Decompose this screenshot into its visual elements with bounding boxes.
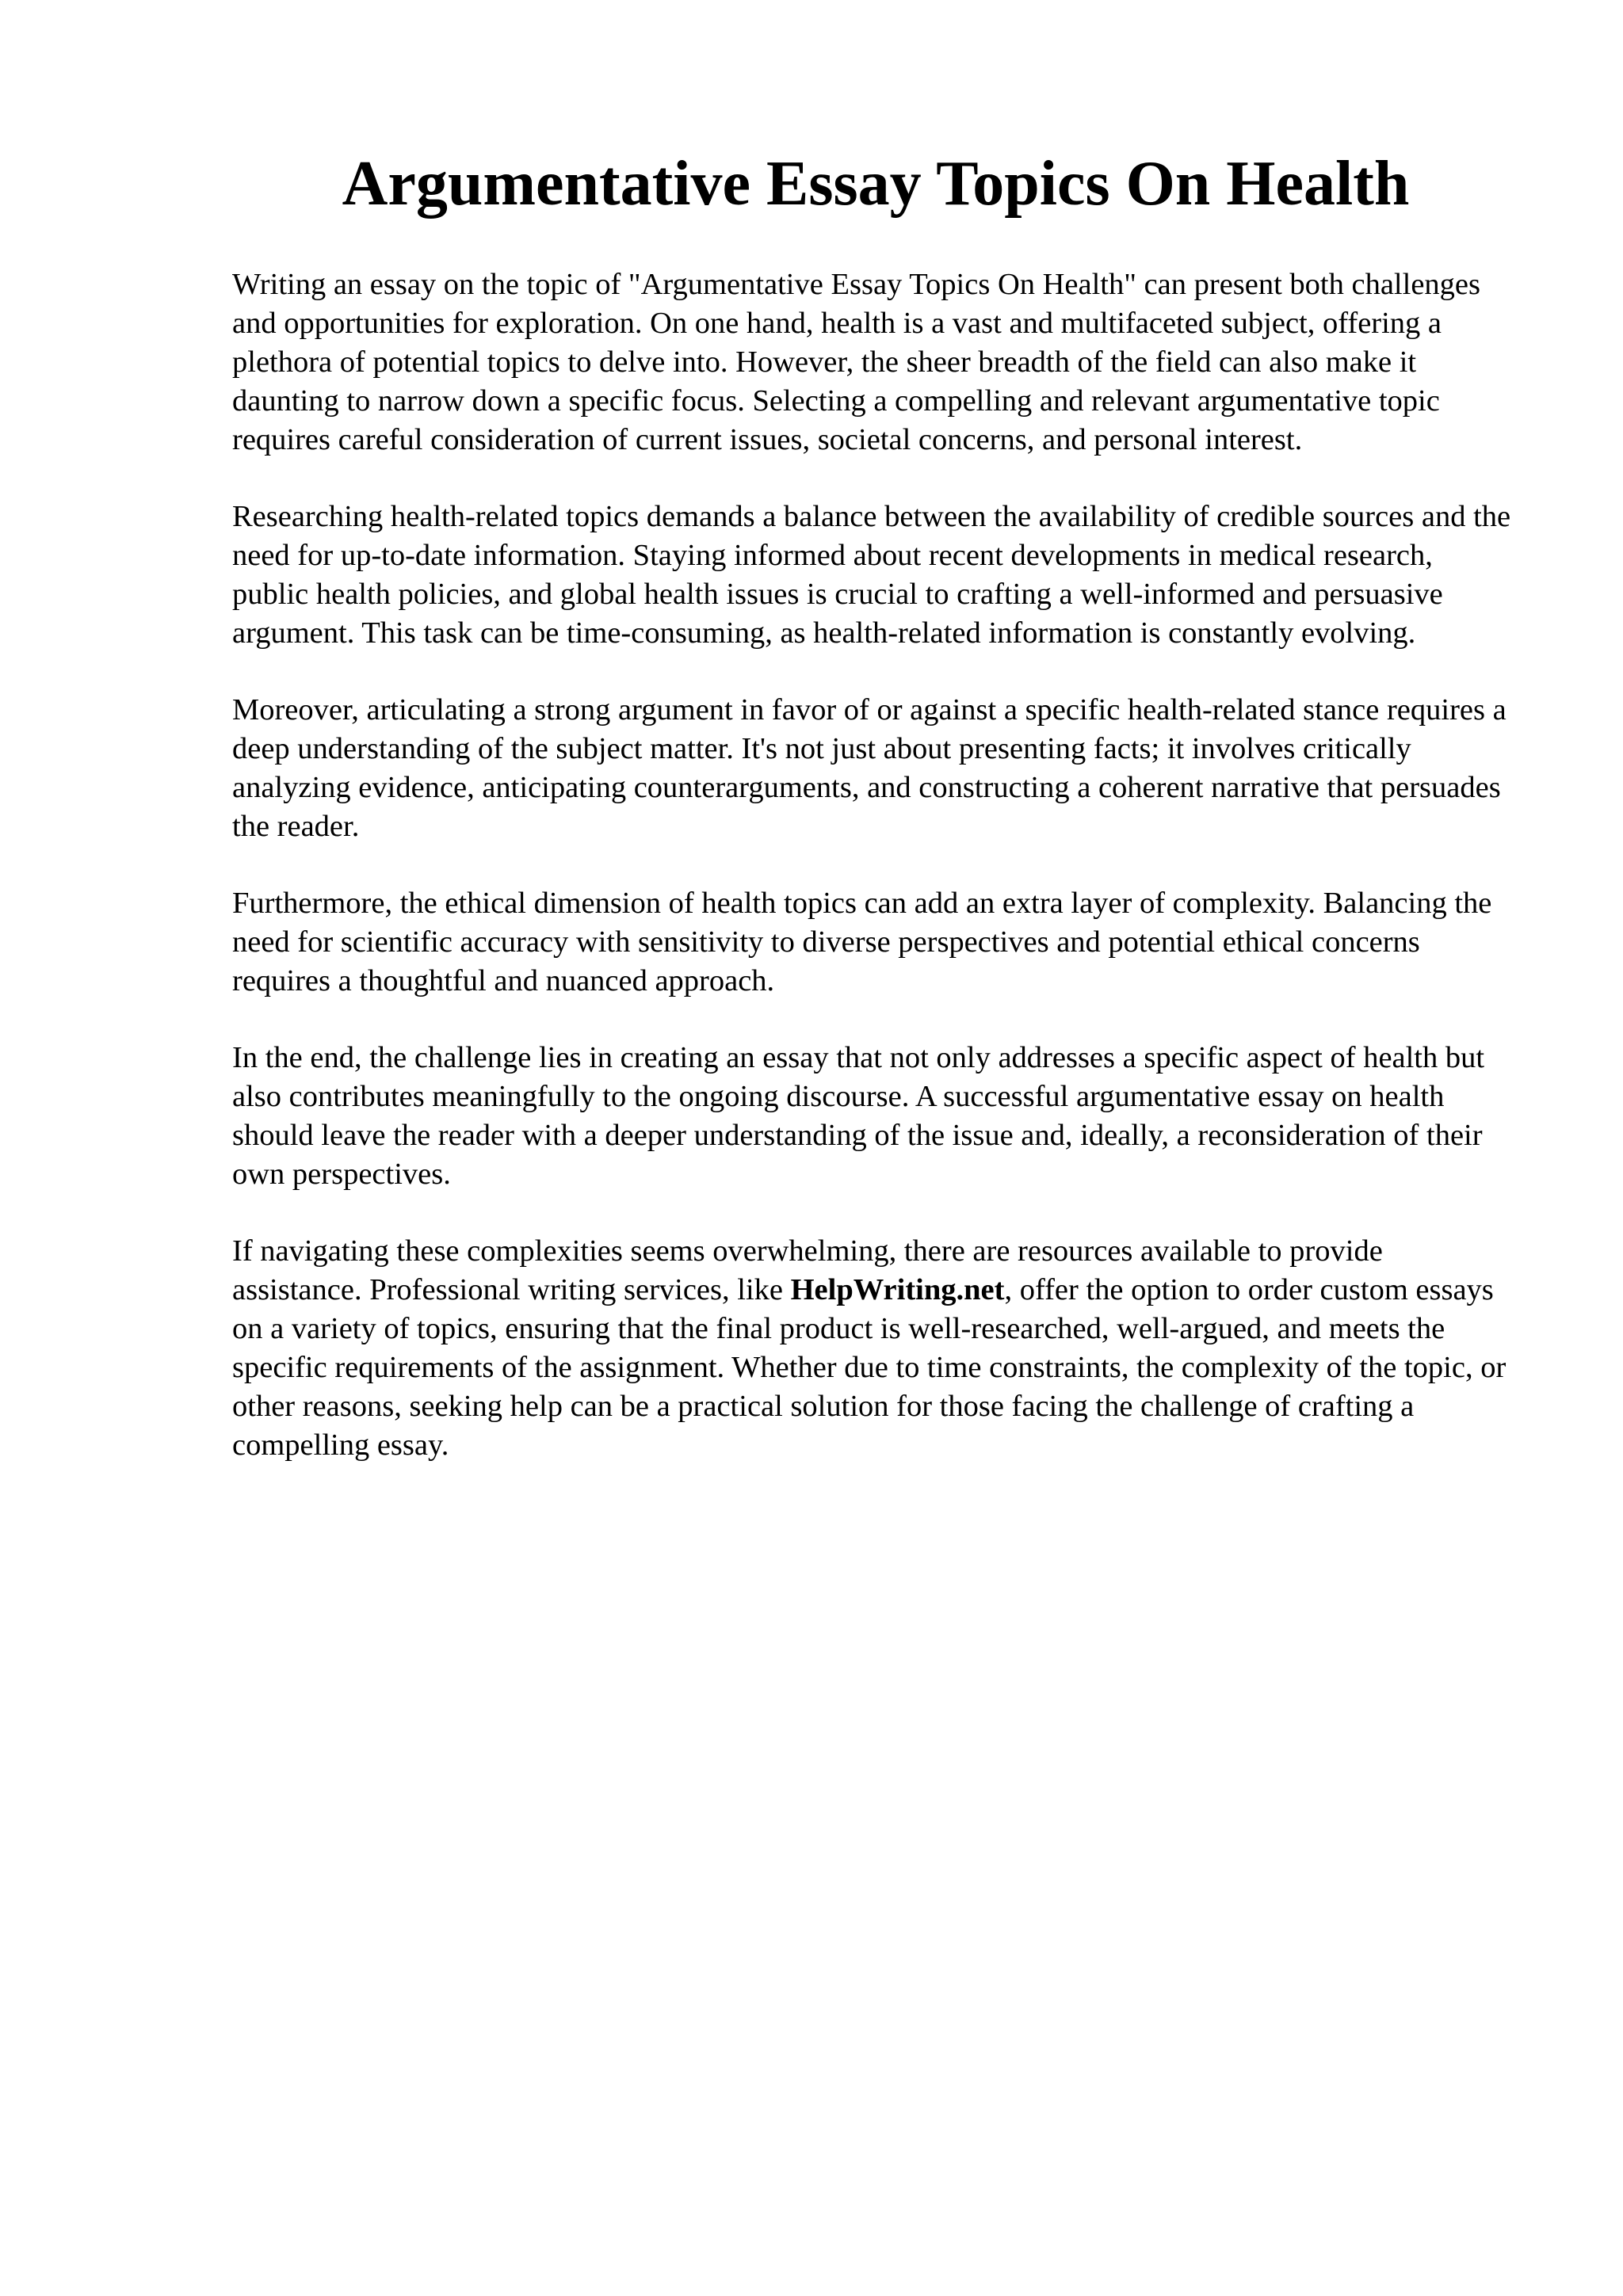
paragraph-6-text-before: If navigating these complexities seems overwhelming, there are resources available to provide assistance. Professional writing services, like <box>232 1234 1383 1306</box>
paragraph-5: In the end, the challenge lies in creating an essay that not only addresses a specific aspect of health but also contributes meaningfully to the ongoing discourse. A successful argumentative essay on health should leave the reader with a deeper understanding of the issue and, ideally, a reconsideration of their own perspectives. <box>232 1041 1485 1191</box>
paragraph-2: Researching health-related topics demands a balance between the availability of credible sources and the need for up-to-date information. Staying informed about recent developments in medical research, public health policies, and global health issues is crucial to crafting a well-informed and persuasive argument. This task can be time-consuming, as health-related information is constantly evolving. <box>232 500 1511 650</box>
paragraph-1: Writing an essay on the topic of "Argumentative Essay Topics On Health" can present both challenges and opportunities for exploration. On one hand, health is a vast and multifaceted subject, offering a plethora of potential topics to delve into. However, the sheer breadth of the field can also make it daunting to narrow down a specific focus. Selecting a compelling and relevant argumentative topic requires careful consideration of current issues, societal concerns, and personal interest. <box>232 268 1480 456</box>
essay-body <box>232 265 1516 1503</box>
paragraph-6-text-after: , offer the option to order custom essays on a variety of topics, ensuring that the final product is well-researched, well-argued, and meets the specific requirements of the assignment. Whether due to time constraints, the complexity of the topic, or other reasons, seeking help can be a practical solution for those facing the challenge of crafting a compelling essay. <box>232 1273 1507 1462</box>
page-title: Argumentative Essay Topics On Health <box>342 149 1410 219</box>
paragraph-3: Moreover, articulating a strong argument in favor of or against a specific health-related stance requires a deep understanding of the subject matter. It's not just about presenting facts; it involves critically analyzing evidence, anticipating counterarguments, and constructing a coherent narrative that persuades the reader. <box>232 693 1507 843</box>
paragraph-4: Furthermore, the ethical dimension of health topics can add an extra layer of complexity. Balancing the need for scientific accuracy with sensitivity to diverse perspectives and potential ethical concerns requires a thoughtful and nuanced approach. <box>232 887 1492 997</box>
paragraph-6 <box>232 1232 1516 1465</box>
helpwriting-link[interactable]: HelpWriting.net <box>790 1273 1005 1306</box>
